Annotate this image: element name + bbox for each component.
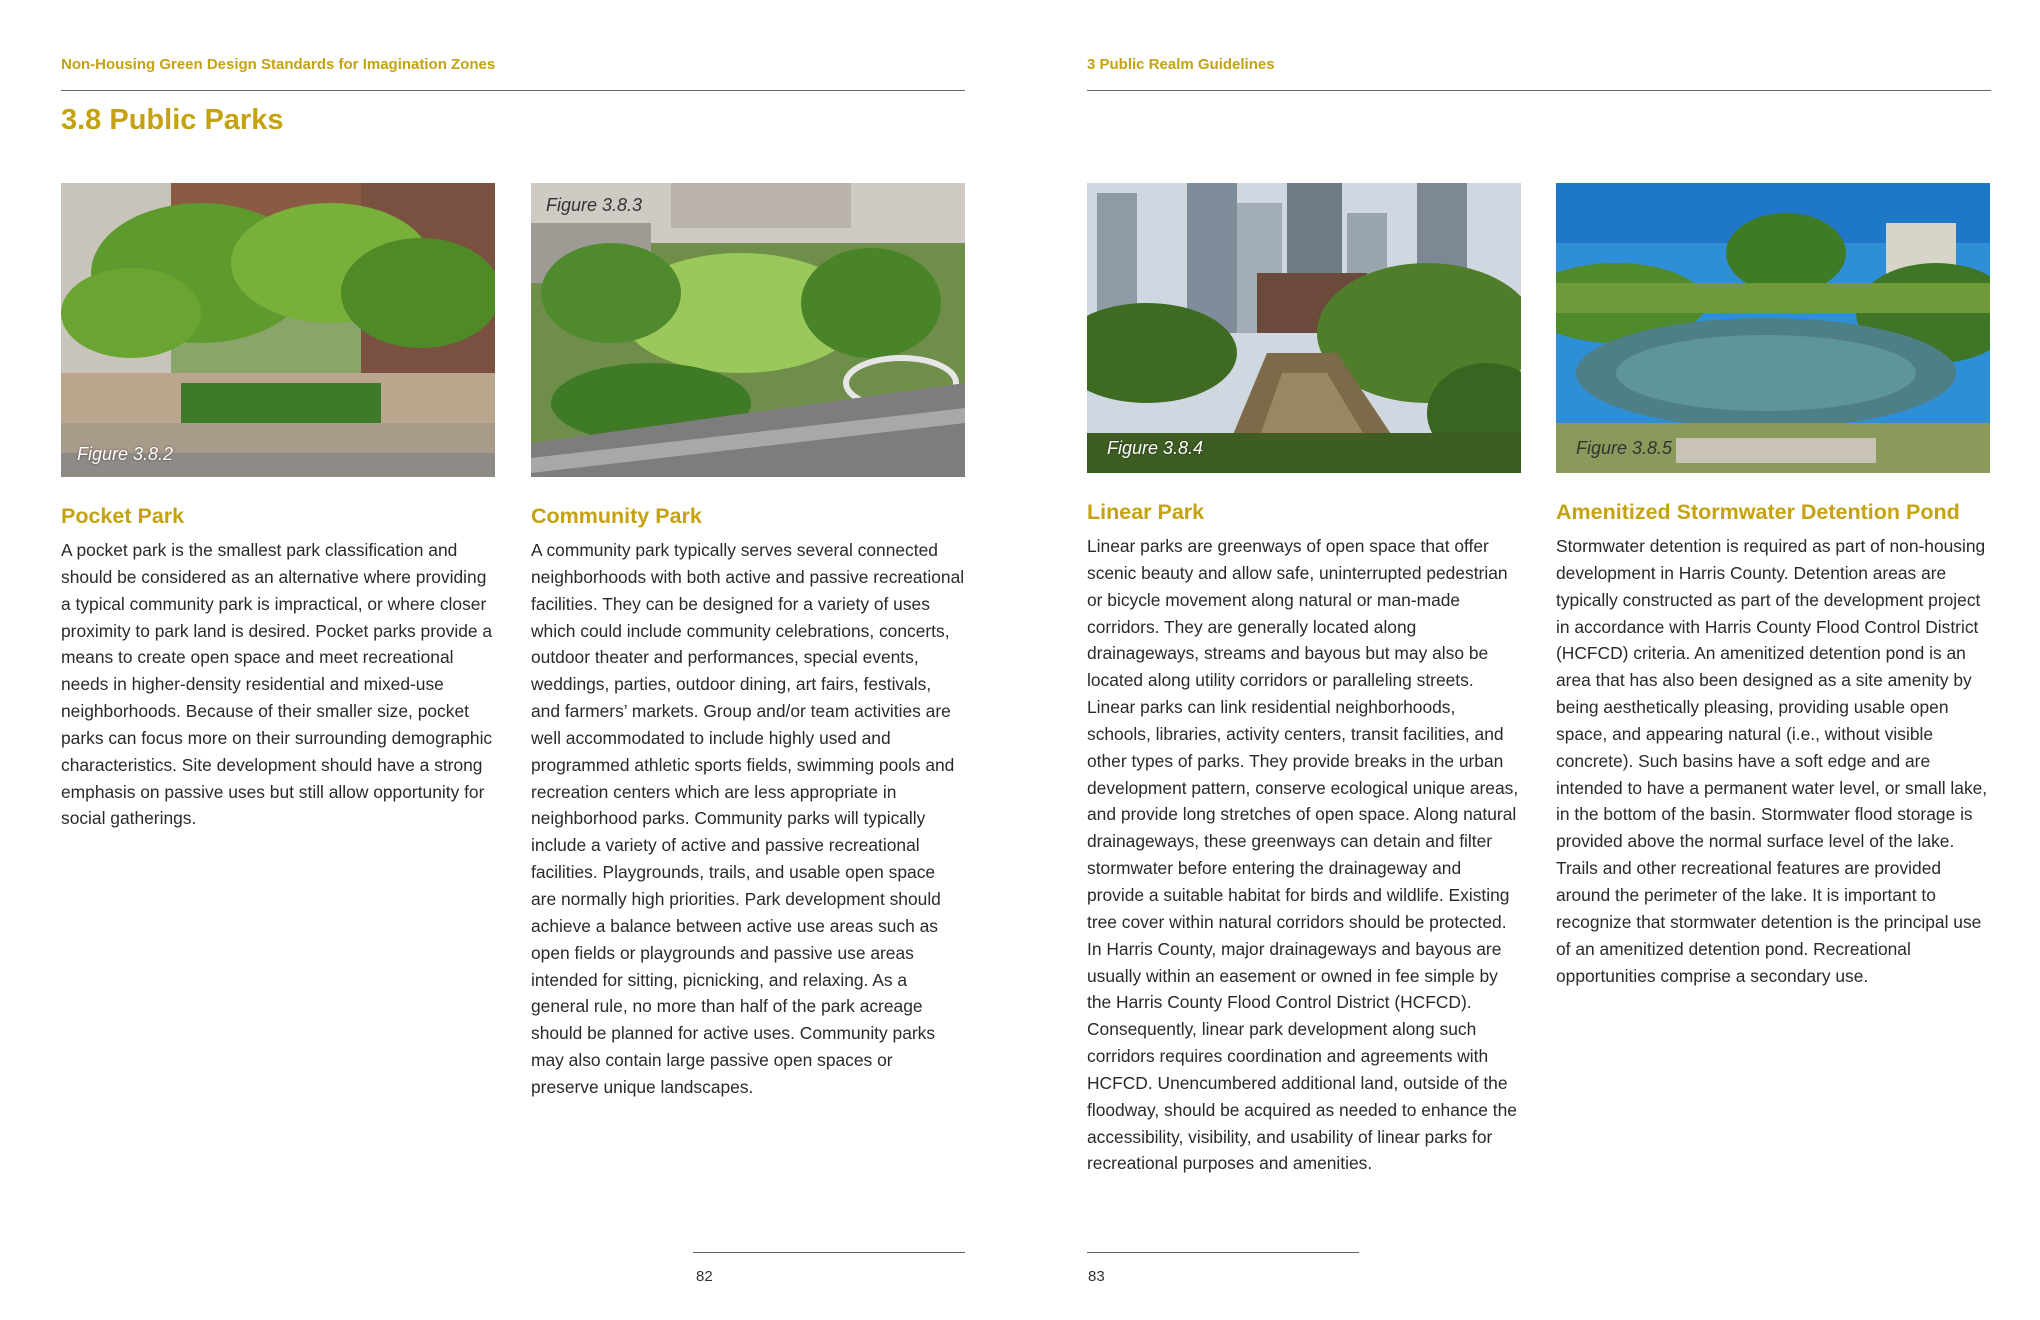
- left-header-rule: [61, 90, 965, 91]
- figure-3-8-4-label: Figure 3.8.4: [1107, 438, 1204, 458]
- pocket-park-column: [61, 183, 495, 832]
- pocket-park-heading: Pocket Park: [61, 504, 185, 528]
- linear-park-heading: Linear Park: [1087, 500, 1205, 524]
- figure-3-8-3-label: Figure 3.8.3: [546, 195, 643, 215]
- pocket-park-body: A pocket park is the smallest park classification and should be considered as an alternative where providing a typical community park is impractical, or where closer proximity to park land is desired. Pocket parks provide a means to create open space and meet recreational needs in higher-density residential and mixed-use neighborhoods. Because of their smaller size, pocket parks can focus more on their surrounding demographic characteristics. Site development should have a strong emphasis on passive uses but still allow opportunity for social gatherings.: [61, 540, 493, 829]
- right-header-rule: [1087, 90, 1991, 91]
- community-park-body: A community park typically serves several connected neighborhoods with both active and passive recreational facilities. They can be designed for a variety of uses which could include community celebrations, concerts, outdoor theater and performances, special events, weddings, parties, outdoor dining, art fairs, festivals, and farmers’ markets. Group and/or team activities are well accommodated to include highly used and programmed athletic sports fields, swimming pools and recreation centers which are less appropriate in neighborhood parks. Community parks will typically include a variety of active and passive recreational facilities. Playgrounds, trails, and usable open space are normally high priorities. Park development should achieve a balance between active use areas such as open fields or playgrounds and passive use areas intended for sitting, picnicking, and relaxing. As a general rule, no more than half of the park acreage should be planned for active uses. Community parks may also contain large passive open spaces or preserve unique landscapes.: [531, 540, 965, 1097]
- linear-park-body: Linear parks are greenways of open space that offer scenic beauty and allow safe, uninterrupted pedestrian or bicycle movement along natural or man-made corridors. They are generally located along drainageways, streams and bayous but may also be located along utility corridors or paralleling streets. Linear parks can link residential neighborhoods, schools, libraries, activity centers, transit facilities, and other types of parks. They provide breaks in the urban development pattern, conserve ecological unique areas, and provide long stretches of open space. Along natural drainageways, these greenways can detain and filter stormwater before entering the drainageway and provide a suitable habitat for birds and wildlife. Existing tree cover within natural corridors should be protected. In Harris County, major drainageways and bayous are usually within an easement or owned in fee simple by the Harris County Flood Control District (HCFCD). Consequently, linear park development along such corridors requires coordination and agreements with HCFCD. Unencumbered additional land, outside of the floodway, should be acquired as needed to enhance the accessibility, visibility, and usability of linear parks for recreational purposes and amenities.: [1087, 536, 1519, 1174]
- detention-pond-column: [1556, 183, 1990, 989]
- pocket-park-photo: [61, 183, 495, 477]
- detention-pond-photo: [1556, 183, 1990, 473]
- left-footer-rule: [693, 1252, 965, 1253]
- community-park-column: [531, 183, 965, 1101]
- detention-pond-body: Stormwater detention is required as part of non-housing development in Harris County. Detention areas are typically constructed as part of the development project in accordance with Harris County Flood Control District (HCFCD) criteria. An amenitized detention pond is an area that has also been designed as a site amenity by being aesthetically pleasing, providing usable open space, and appearing natural (i.e., without visible concrete). Such basins have a soft edge and are intended to have a permanent water level, or small lake, in the bottom of the basin. Stormwater flood storage is provided above the normal surface level of the lake. Trails and other recreational features are provided around the perimeter of the lake. It is important to recognize that stormwater detention is the principal use of an amenitized detention pond. Recreational opportunities comprise a secondary use.: [1556, 536, 1988, 986]
- figure-3-8-2-label: Figure 3.8.2: [77, 444, 174, 464]
- community-park-heading: Community Park: [531, 504, 702, 528]
- detention-pond-heading: Amenitized Stormwater Detention Pond: [1556, 500, 1960, 524]
- right-footer-rule: [1087, 1252, 1359, 1253]
- page-number-left: 82: [696, 1268, 713, 1285]
- left-running-head: Non-Housing Green Design Standards for Imagination Zones: [61, 56, 496, 73]
- community-park-photo: [531, 183, 965, 477]
- page-number-right: 83: [1088, 1268, 1105, 1285]
- linear-park-column: [1087, 183, 1521, 1177]
- right-running-head: 3 Public Realm Guidelines: [1087, 56, 1275, 73]
- linear-park-photo: [1087, 183, 1521, 473]
- section-title: 3.8 Public Parks: [61, 104, 284, 136]
- figure-3-8-5-label: Figure 3.8.5: [1576, 438, 1673, 458]
